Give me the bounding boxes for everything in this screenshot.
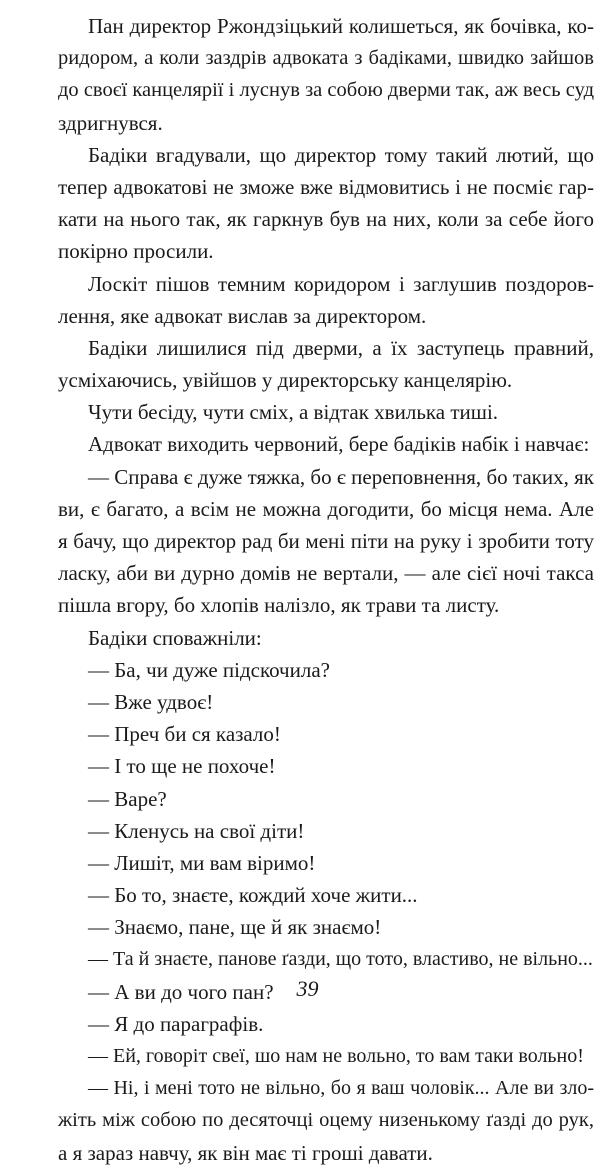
- text-line: я бачу, що директор рад би мені піти на руку і зробити тоту: [58, 529, 594, 553]
- text-line: Пан директор Ржондзіцький колишеться, як бочівка, ко-: [88, 14, 594, 38]
- text-line: Чути бесіду, чути сміх, а відтак хвилька тиші.: [88, 400, 499, 425]
- text-line: — Я до параграфів.: [88, 1011, 264, 1036]
- text-line: — Бо то, знаєте, кождий хоче жити...: [88, 883, 418, 908]
- text-line: кати на нього так, як гаркнув був на них, коли за себе його: [58, 207, 594, 232]
- text-line: лення, яке адвокат вислав за директором.: [58, 303, 427, 328]
- text-line: — Та й знаєте, панове ґазди, що тото, властиво, не вільно...: [88, 948, 593, 971]
- text-line: Бадіки лишилися під дверми, а їх заступець правний,: [88, 335, 594, 360]
- text-line: Лоскіт пішов темним коридором і заглушив поздоров-: [88, 271, 594, 296]
- text-line: а я зараз навчу, як він має ті гроші давати.: [58, 1140, 433, 1165]
- text-line: Бадіки споважніли:: [88, 625, 262, 650]
- text-line: — Знаємо, пане, ще й як знаємо!: [88, 915, 382, 940]
- text-line: ласку, аби ви дурно домів не вертали, — але сієї ночі такса: [58, 561, 594, 586]
- text-line: тепер адвокатові не зможе вже відмовитись і не посміє гар-: [58, 174, 594, 199]
- text-line: — Ні, і мені тото не вільно, бо я ваш чоловік... Але ви зло-: [88, 1077, 594, 1100]
- text-line: — І то ще не похоче!: [88, 754, 276, 779]
- text-line: жіть між собою по десяточці оцему низенькому ґазді до рук,: [58, 1109, 594, 1132]
- text-line: Бадіки вгадували, що директор тому такий лютий, що: [88, 142, 594, 167]
- text-line: пішла вгору, бо хлопів налізло, як трави та листу.: [58, 593, 500, 618]
- text-line: — Лишіт, ми вам віримо!: [88, 850, 316, 875]
- text-line: — Ей, говоріт свеї, шо нам не вольно, то вам таки вольно!: [88, 1045, 584, 1067]
- text-line: ридором, а коли заздрів адвоката з бадіками, швидко зайшов: [58, 47, 594, 70]
- text-line: — Вже удвоє!: [88, 689, 214, 714]
- text-line: ви, є багато, а всім не можна догодити, бо місця нема. Але: [58, 496, 594, 521]
- text-line: — Преч би ся казало!: [88, 722, 281, 747]
- page-number: 39: [296, 976, 319, 1001]
- text-line: Адвокат виходить червоний, бере бадіків набік і навчає:: [88, 432, 590, 457]
- text-line: — Справа є дуже тяжка, бо є переповнення, бо таких, як: [88, 464, 594, 489]
- page-text-block: [58, 10, 594, 1165]
- text-line: — Варе?: [88, 786, 167, 811]
- text-line: до своєї канцелярії і луснув за собою дверми так, аж весь суд: [58, 79, 594, 102]
- text-line: — Ба, чи дуже підскочила?: [88, 657, 330, 682]
- text-line: здригнувся.: [58, 110, 163, 135]
- text-line: — А ви до чого пан?: [88, 979, 274, 1004]
- text-line: усміхаючись, увійшов у директорську канцелярію.: [58, 368, 513, 393]
- text-line: — Кленусь на свої діти!: [88, 818, 305, 843]
- text-line: покірно просили.: [58, 239, 214, 264]
